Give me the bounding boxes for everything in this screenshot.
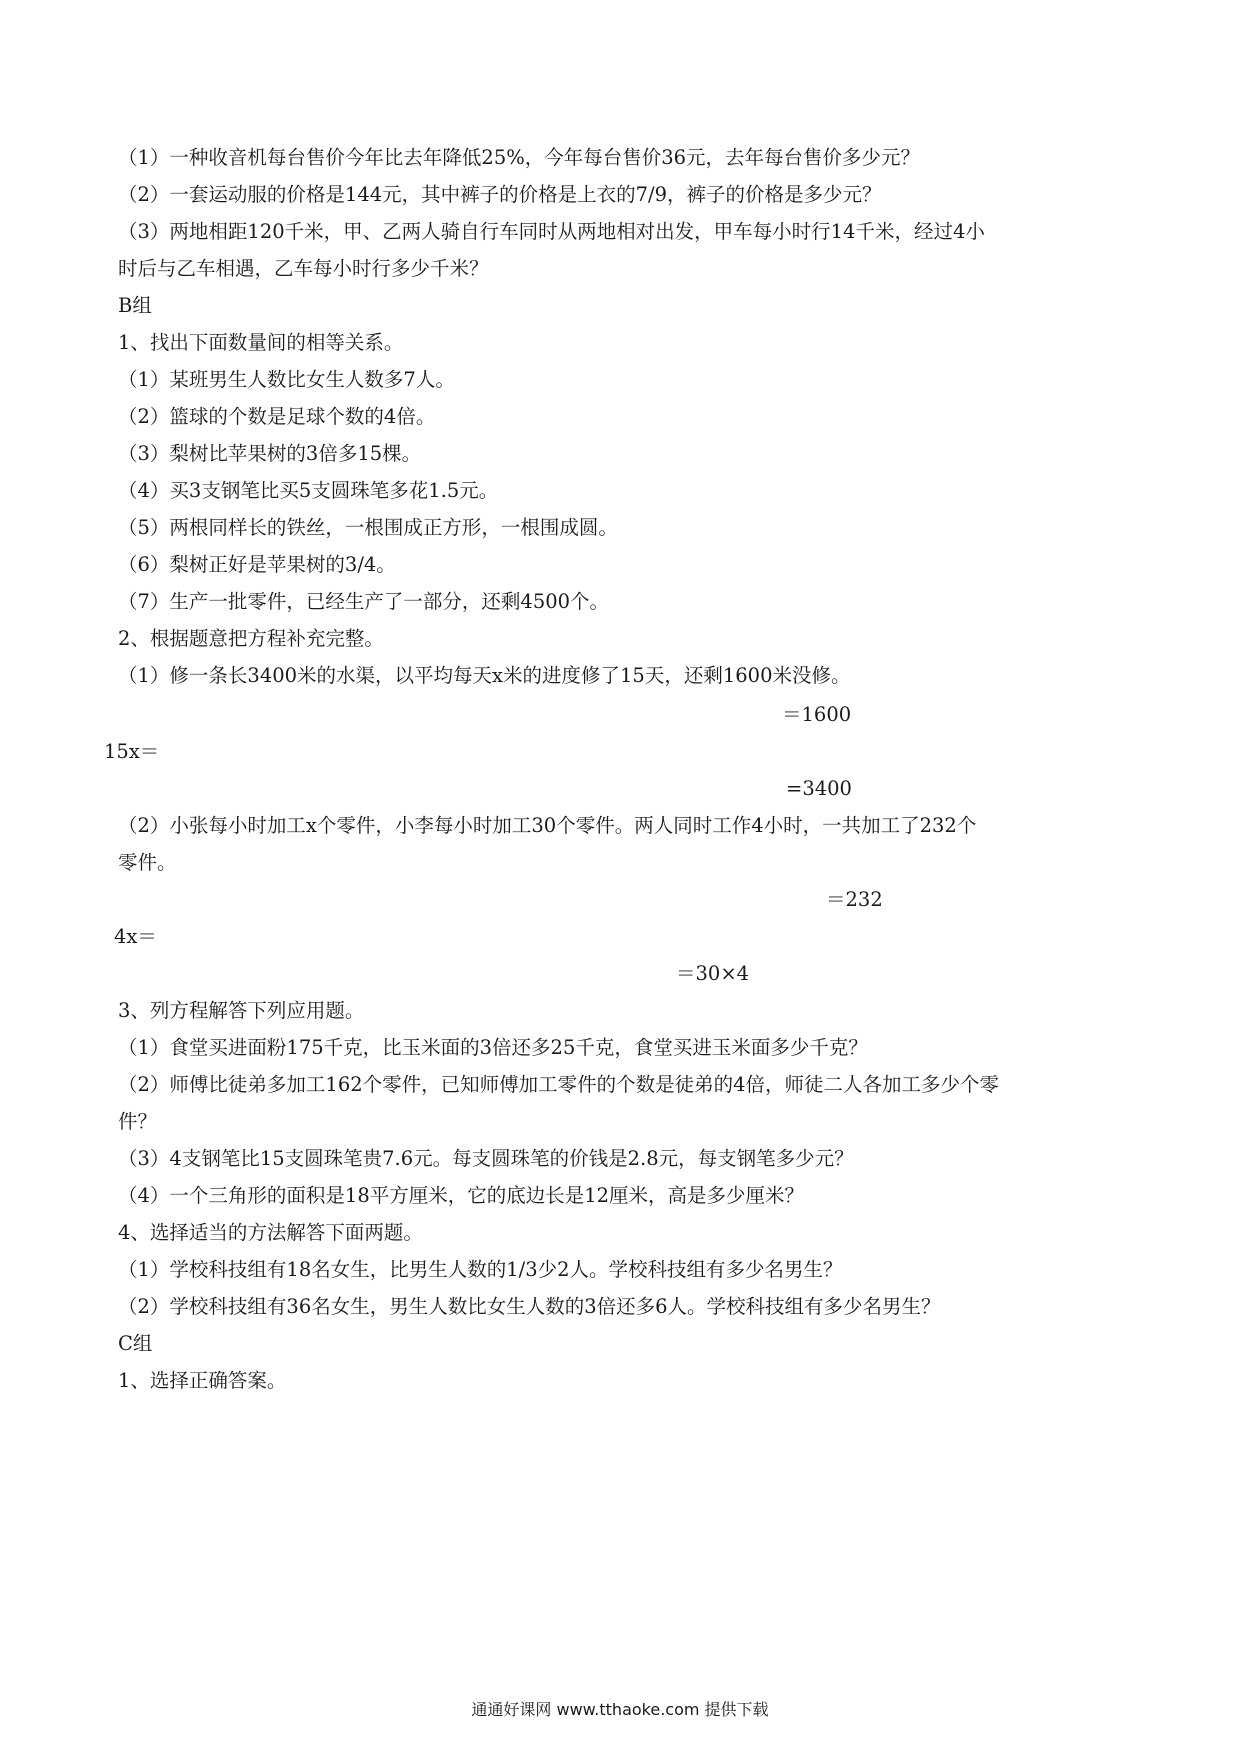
list-item: （5）两根同样长的铁丝，一根围成正方形，一根围成圆。	[118, 516, 618, 539]
question-line: （3）两地相距120千米，甲、乙两人骑自行车同时从两地相对出发，甲车每小时行14千米，经过4小	[118, 220, 985, 243]
question-line: （4）一个三角形的面积是18平方厘米，它的底边长是12厘米，高是多少厘米？	[118, 1184, 805, 1207]
subsection-title: 4、选择适当的方法解答下面两题。	[118, 1221, 423, 1244]
subsection-title: 1、选择正确答案。	[118, 1369, 287, 1392]
equation-fragment: ＝232	[826, 888, 883, 911]
question-line: （1）食堂买进面粉175千克，比玉米面的3倍还多25千克，食堂买进玉米面多少千克？	[118, 1036, 868, 1059]
list-item: （2）篮球的个数是足球个数的4倍。	[118, 405, 436, 428]
list-item: （1）某班男生人数比女生人数多7人。	[118, 368, 455, 391]
equation-fragment: ＝1600	[782, 703, 852, 726]
list-item: （3）梨树比苹果树的3倍多15棵。	[118, 442, 422, 465]
question-line-cont: 零件。	[118, 851, 177, 874]
question-line: （2）小张每小时加工x个零件，小李每小时加工30个零件。两人同时工作4小时，一共加工了232个	[118, 814, 977, 837]
equation-fragment: ＝30×4	[676, 962, 750, 985]
question-line: （1）修一条长3400米的水渠，以平均每天x米的进度修了15天，还剩1600米没修。	[118, 664, 851, 687]
subsection-title: 1、找出下面数量间的相等关系。	[118, 331, 404, 354]
section-heading-c: C组	[118, 1332, 153, 1355]
equation-fragment: 4x＝	[114, 925, 157, 948]
question-line: （2）学校科技组有36名女生，男生人数比女生人数的3倍还多6人。学校科技组有多少名男生？	[118, 1295, 941, 1318]
section-heading-b: B组	[118, 294, 152, 317]
list-item: （4）买3支钢笔比买5支圆珠笔多花1.5元。	[118, 479, 499, 502]
question-line: （1）一种收音机每台售价今年比去年降低25%，今年每台售价36元，去年每台售价多少元？	[118, 146, 921, 169]
subsection-title: 2、根据题意把方程补充完整。	[118, 627, 384, 650]
equation-fragment: =3400	[786, 777, 852, 800]
question-line: （1）学校科技组有18名女生，比男生人数的1/3少2人。学校科技组有多少名男生？	[118, 1258, 843, 1281]
equation-fragment: 15x＝	[104, 740, 160, 763]
question-line: （2）一套运动服的价格是144元，其中裤子的价格是上衣的7/9，裤子的价格是多少元？	[118, 183, 882, 206]
list-item: （7）生产一批零件，已经生产了一部分，还剩4500个。	[118, 590, 610, 613]
subsection-title: 3、列方程解答下列应用题。	[118, 999, 365, 1022]
question-line: （3）4支钢笔比15支圆珠笔贵7.6元。每支圆珠笔的价钱是2.8元，每支钢笔多少元？	[118, 1147, 854, 1170]
question-line-cont: 件？	[118, 1110, 158, 1133]
page-footer: 通通好课网 www.tthaoke.com 提供下载	[471, 1700, 769, 1719]
list-item: （6）梨树正好是苹果树的3/4。	[118, 553, 396, 576]
question-line-cont: 时后与乙车相遇，乙车每小时行多少千米？	[118, 257, 489, 280]
question-line: （2）师傅比徒弟多加工162个零件，已知师傅加工零件的个数是徒弟的4倍，师徒二人各加工多少个零	[118, 1073, 1000, 1096]
